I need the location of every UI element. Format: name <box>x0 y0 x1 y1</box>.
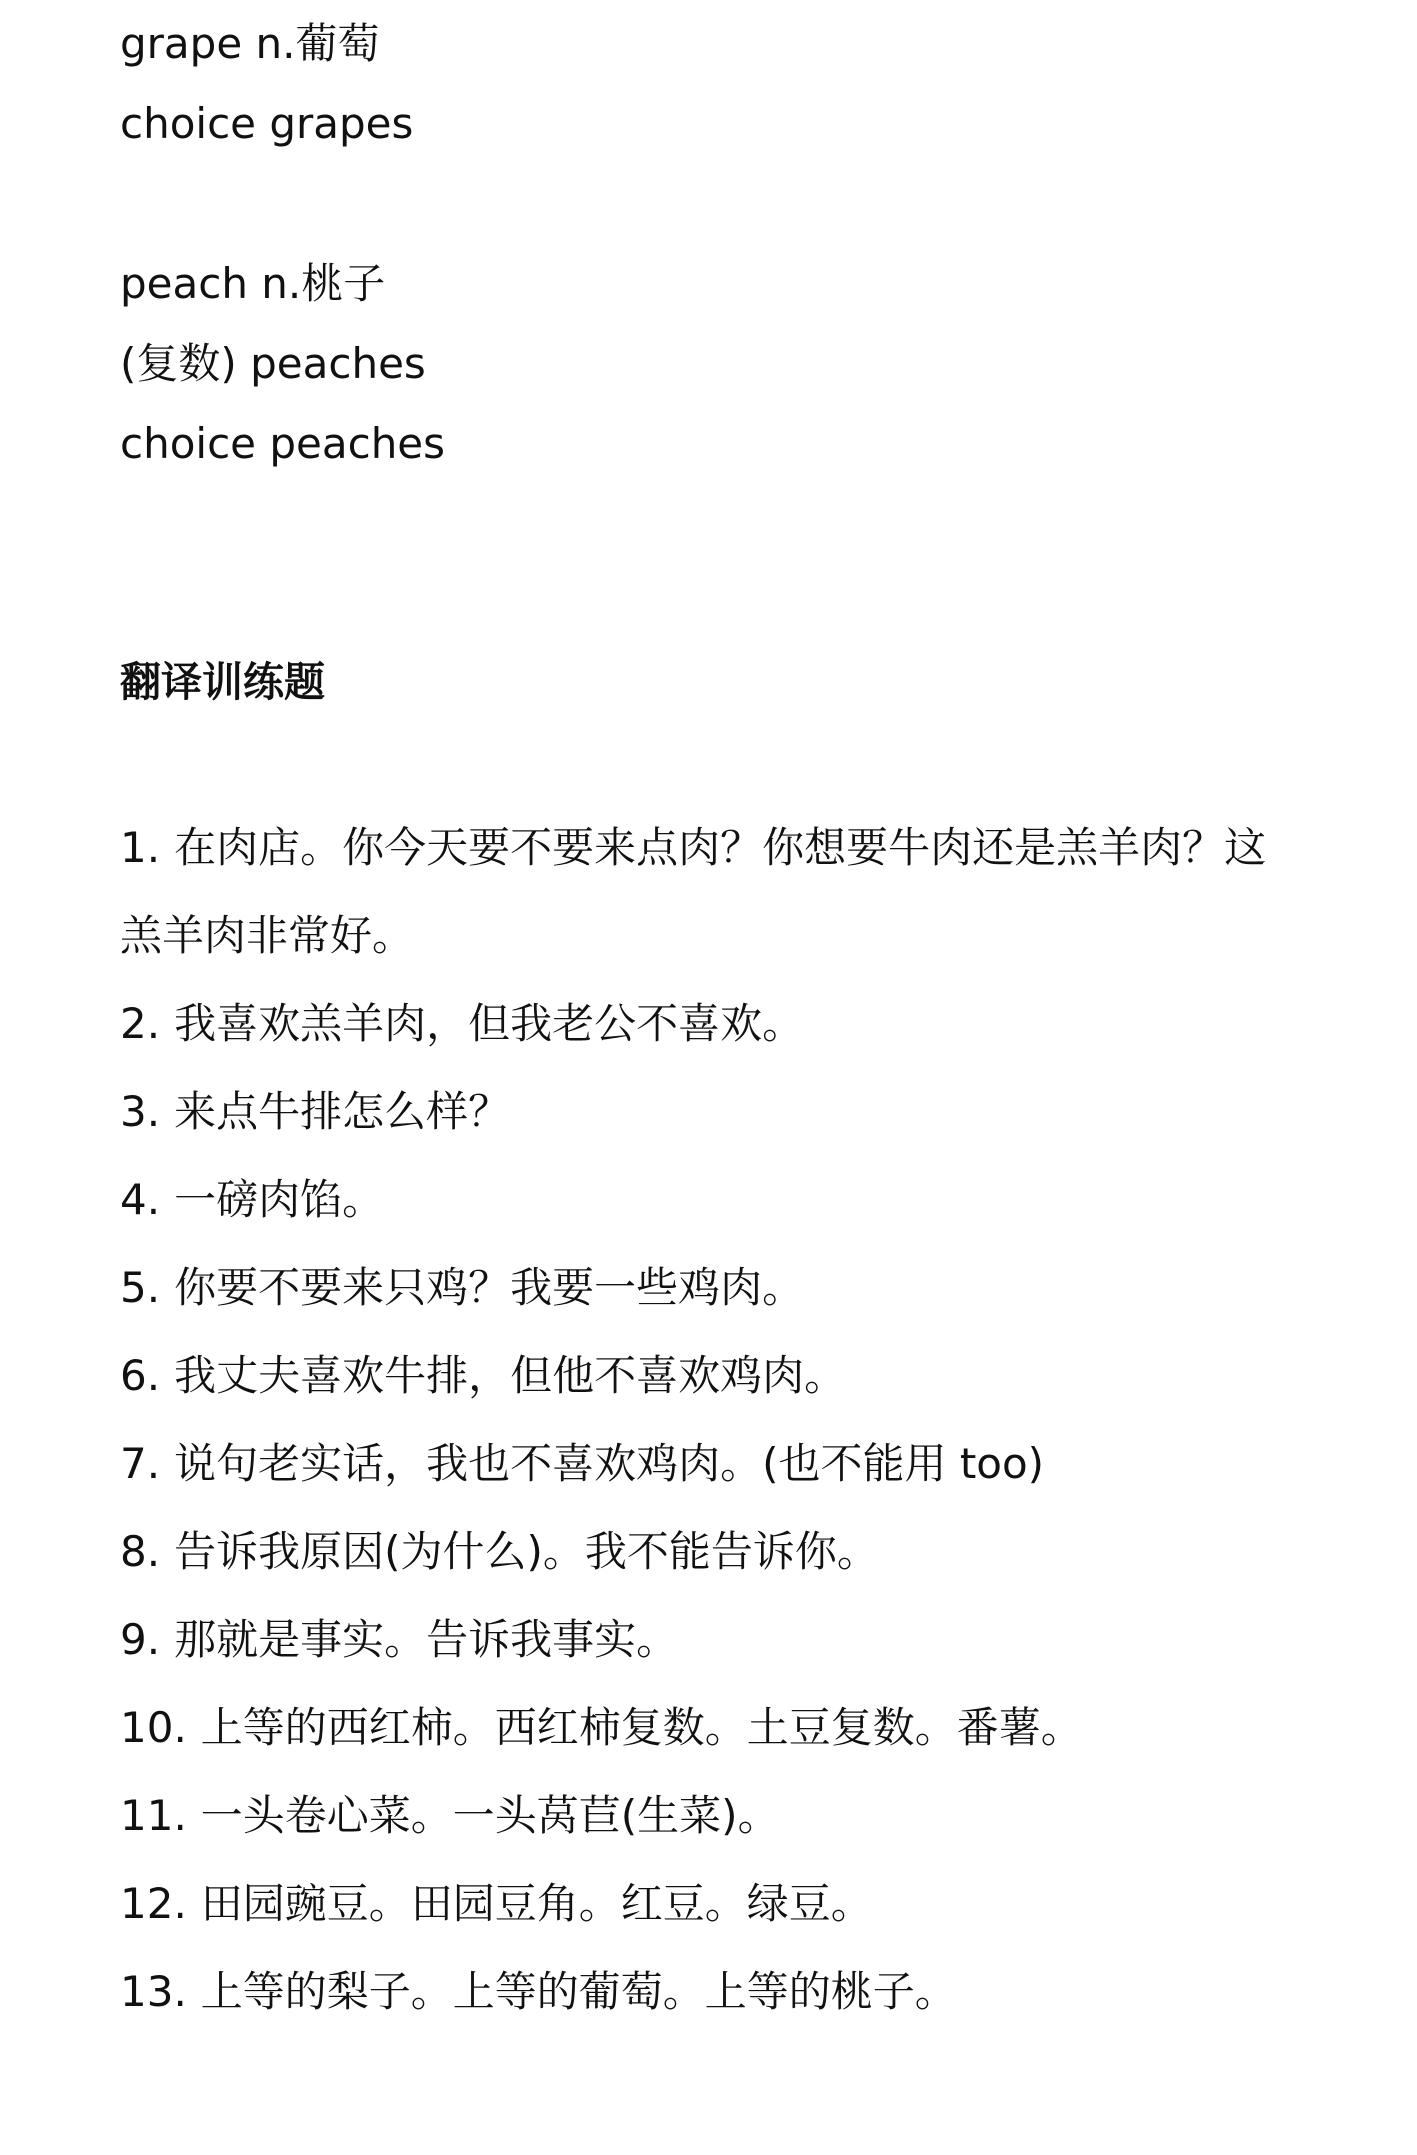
vocab-peach-word: peach n.桃子 <box>120 259 386 308</box>
exercise-item <box>120 1962 957 2022</box>
exercise-item-number: 10. <box>120 1703 187 1752</box>
exercise-item-number: 7. <box>120 1439 161 1488</box>
vocab-peach-example: choice peaches <box>120 419 446 468</box>
exercise-item-number: 11. <box>120 1791 187 1840</box>
exercise-item-number: 8. <box>120 1527 161 1576</box>
exercise-item-text: 我丈夫喜欢牛排，但他不喜欢鸡肉。 <box>174 1351 847 1400</box>
exercise-item <box>120 1258 804 1318</box>
exercise-item-text: 那就是事实。告诉我事实。 <box>174 1615 679 1664</box>
exercise-item <box>120 1698 1083 1758</box>
exercise-item <box>120 1786 780 1846</box>
vocab-grape-word: grape n.葡萄 <box>120 19 380 68</box>
exercise-item <box>120 1874 873 1934</box>
exercise-item-text: 在肉店。你今天要不要来点肉？你想要牛肉还是羔羊肉？这 <box>174 823 1267 872</box>
exercise-item-number: 5. <box>120 1263 161 1312</box>
exercise-item <box>120 1522 879 1582</box>
exercise-item-number: 4. <box>120 1175 161 1224</box>
exercise-item-continuation: 羔羊肉非常好。 <box>120 911 415 960</box>
exercise-item-text: 上等的梨子。上等的葡萄。上等的桃子。 <box>200 1967 957 2016</box>
exercise-title: 翻译训练题 <box>120 658 325 706</box>
exercise-item-text: 上等的西红柿。西红柿复数。土豆复数。番薯。 <box>200 1703 1083 1752</box>
exercise-item-number: 6. <box>120 1351 161 1400</box>
exercise-item-text: 田园豌豆。田园豆角。红豆。绿豆。 <box>200 1879 873 1928</box>
exercise-item-text: 一头卷心菜。一头莴苣(生菜)。 <box>200 1791 780 1840</box>
exercise-item-text: 一磅肉馅。 <box>174 1175 385 1224</box>
exercise-item-number: 2. <box>120 999 161 1048</box>
exercise-item <box>120 1346 846 1406</box>
exercise-item-text: 来点牛排怎么样？ <box>174 1087 511 1136</box>
exercise-item-text: 我喜欢羔羊肉，但我老公不喜欢。 <box>174 999 805 1048</box>
exercise-item-number: 13. <box>120 1967 187 2016</box>
exercise-item-number: 3. <box>120 1087 161 1136</box>
exercise-item-number: 12. <box>120 1879 187 1928</box>
exercise-item-number: 1. <box>120 823 161 872</box>
exercise-item-text: 告诉我原因(为什么)。我不能告诉你。 <box>174 1527 879 1576</box>
exercise-item-text: 说句老实话，我也不喜欢鸡肉。(也不能用 too) <box>174 1439 1045 1488</box>
exercise-item <box>120 1610 678 1670</box>
exercise-item <box>120 1170 384 1230</box>
exercise-item <box>120 994 804 1054</box>
vocab-peach-plural: (复数) peaches <box>120 339 426 388</box>
vocab-grape-example: choice grapes <box>120 99 414 148</box>
exercise-item-text: 你要不要来只鸡？我要一些鸡肉。 <box>174 1263 805 1312</box>
exercise-item <box>120 1434 1044 1494</box>
exercise-item <box>120 818 1266 878</box>
exercise-item <box>120 1082 510 1142</box>
exercise-item-number: 9. <box>120 1615 161 1664</box>
